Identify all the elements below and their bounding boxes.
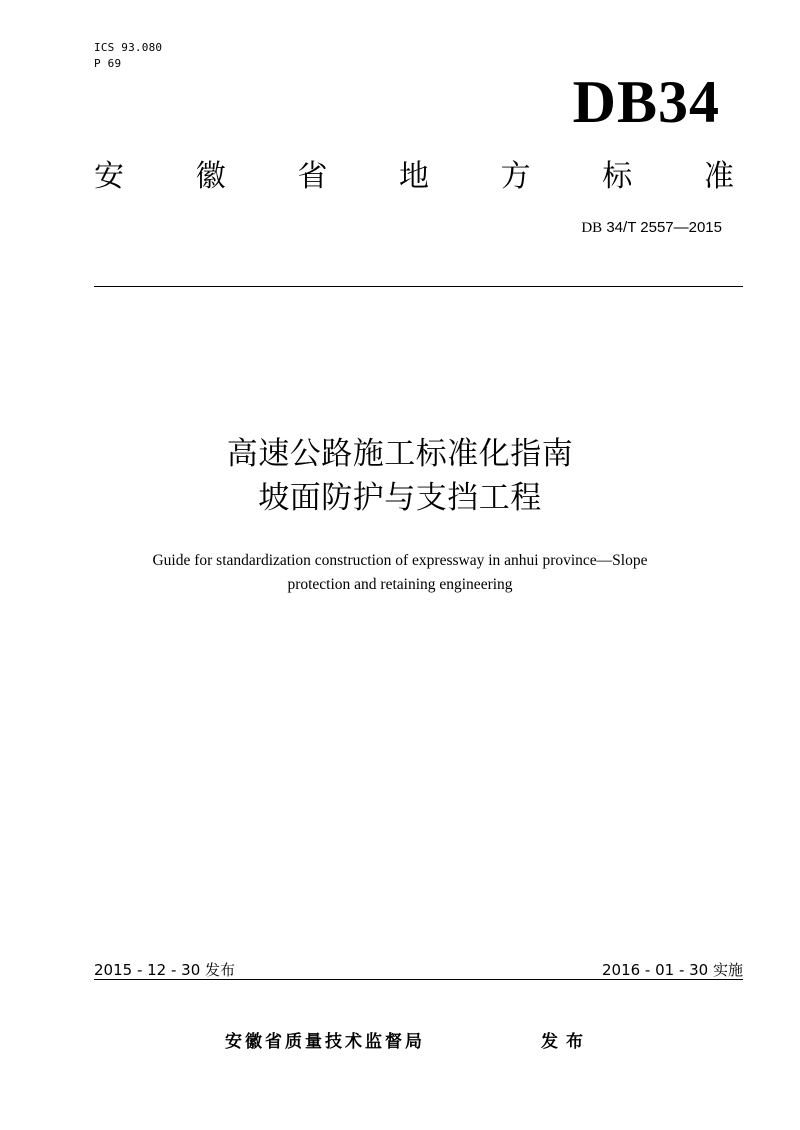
ccs-code: P 69 [94, 57, 122, 70]
header-divider [94, 286, 743, 287]
issue-label: 发布 [541, 1032, 591, 1052]
standard-number-value: 34/T 2557—2015 [606, 219, 722, 236]
standard-type-char: 徽 [195, 159, 226, 194]
title-chinese [0, 432, 800, 520]
issuing-authority: 安徽省质量技术监督局 [225, 1032, 425, 1052]
standard-type-char: 准 [703, 159, 734, 194]
title-en-line1: Guide for standardization construction of expressway in anhui province—Slope [152, 552, 648, 569]
title-en-line2: protection and retaining engineering [287, 576, 513, 593]
standard-type-char: 标 [602, 159, 633, 194]
implementation-date: 2016 - 01 - 30 实施 [601, 961, 743, 979]
db-code: DB34 [572, 69, 720, 135]
standard-type-char: 地 [398, 159, 429, 194]
standard-type-char: 安 [94, 159, 124, 194]
classification-codes [94, 40, 162, 72]
standard-type-char: 方 [500, 159, 531, 194]
issue-date: 2015 - 12 - 30 发布 [94, 961, 236, 979]
ics-code: ICS 93.080 [94, 41, 163, 54]
standard-number [581, 218, 722, 238]
standard-number-prefix: DB [581, 220, 603, 236]
standard-type [94, 157, 734, 197]
footer-divider [94, 979, 743, 980]
title-zh-line1: 高速公路施工标准化指南 [226, 436, 574, 472]
title-english [80, 549, 720, 597]
standard-type-char: 省 [297, 159, 328, 194]
title-zh-line2: 坡面防护与支挡工程 [258, 480, 542, 516]
